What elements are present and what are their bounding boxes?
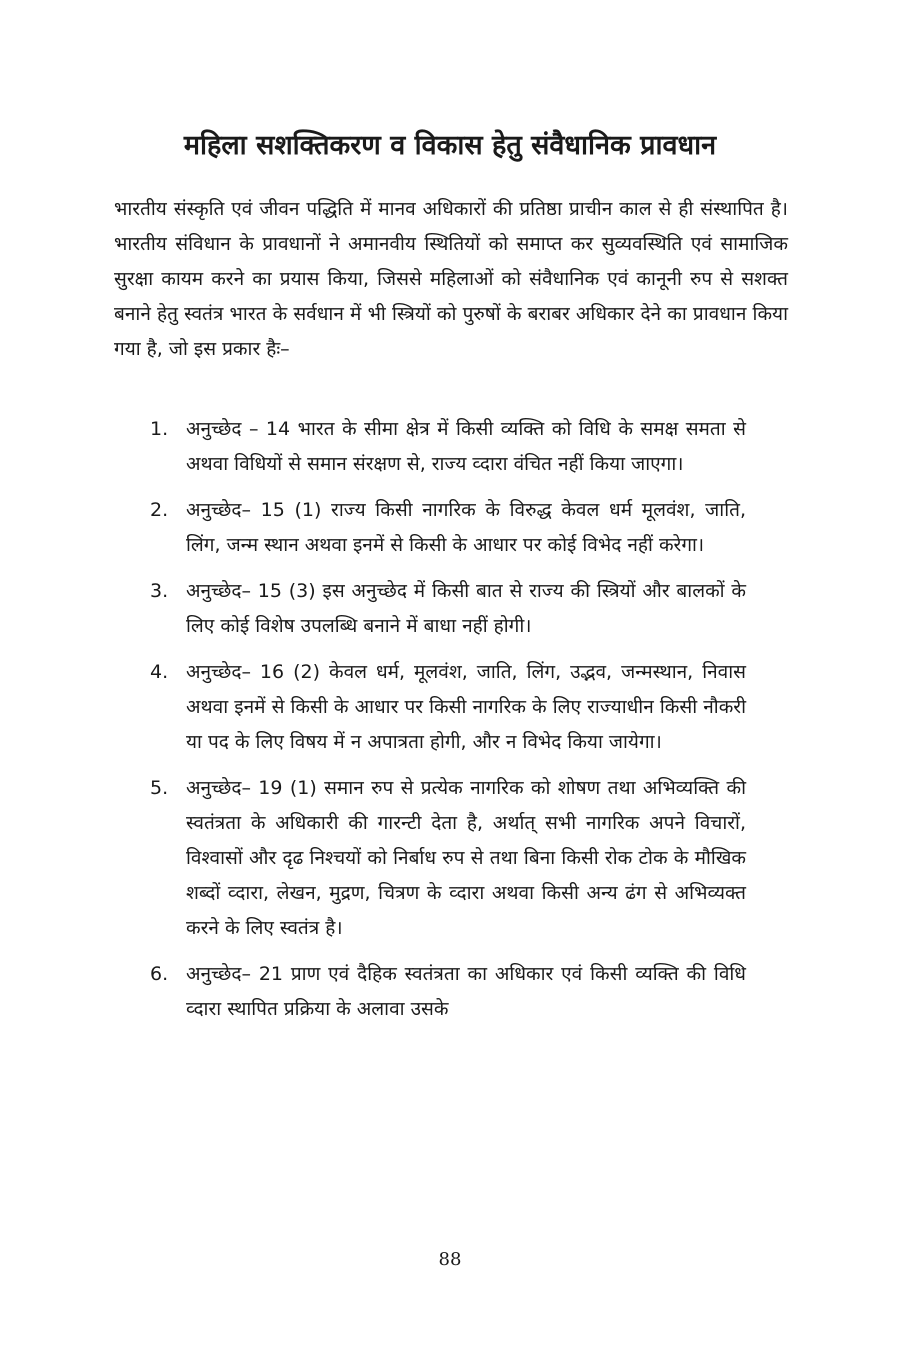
list-item bbox=[150, 412, 788, 482]
list-item-text: अनुच्छेद– 16 (2) केवल धर्म, मूलवंश, जाति, लिंग, उद्भव, जन्मस्थान, निवास अथवा इनमें से किसी के आधार पर किसी नागरिक के लिए राज्याधीन किसी नौकरी या पद के लिए विषय में न अपात्रता होगी, और न विभेद किया जायेगा। bbox=[186, 661, 746, 753]
list-item-text: अनुच्छेद– 15 (3) इस अनुच्छेद में किसी बात से राज्य की स्त्रियों और बालकों के लिए कोई विशेष उपलब्धि बनाने में बाधा नहीं होगी। bbox=[186, 580, 746, 637]
list-item bbox=[150, 957, 788, 1027]
list-item-number: 1. bbox=[150, 418, 169, 440]
list-item bbox=[150, 574, 788, 644]
page-number: 88 bbox=[438, 1249, 462, 1270]
list-item-number: 5. bbox=[150, 777, 169, 799]
list-item-number: 2. bbox=[150, 499, 169, 521]
list-item-text: अनुच्छेद– 21 प्राण एवं दैहिक स्वतंत्रता का अधिकार एवं किसी व्यक्ति की विधि व्दारा स्थापित प्रक्रिया के अलावा उसके bbox=[186, 963, 746, 1020]
list-item-text: अनुच्छेद – 14 भारत के सीमा क्षेत्र में किसी व्यक्ति को विधि के समक्ष समता से अथवा विधियों से समान संरक्षण से, राज्य व्दारा वंचित नहीं किया जाएगा। bbox=[186, 418, 746, 475]
list-item bbox=[150, 771, 788, 946]
list-item-number: 6. bbox=[150, 963, 169, 985]
list-item-number: 3. bbox=[150, 580, 169, 602]
list-item bbox=[150, 493, 788, 563]
list-item-number: 4. bbox=[150, 661, 169, 683]
list-item-text: अनुच्छेद– 15 (1) राज्य किसी नागरिक के विरुद्ध केवल धर्म मूलवंश, जाति, लिंग, जन्म स्थान अथवा इनमें से किसी के आधार पर कोई विभेद नहीं करेगा। bbox=[186, 499, 746, 556]
page-title: महिला सशक्तिकरण व विकास हेतु संवैधानिक प्रावधान bbox=[183, 130, 717, 161]
list-item-text: अनुच्छेद– 19 (1) समान रुप से प्रत्येक नागरिक को शोषण तथा अभिव्यक्ति की स्वतंत्रता के अधिकारी की गारन्टी देता है, अर्थात् सभी नागरिक अपने विचारों, विश्वासों और दृढ निश्चयों को निर्बाध रुप से तथा बिना किसी रोक टोक के मौखिक शब्दों व्दारा, लेखन, मुद्रण, चित्रण के व्दारा अथवा किसी अन्य ढंग से अभिव्यक्त करने के लिए स्वतंत्र है। bbox=[186, 777, 746, 939]
intro-paragraph: भारतीय संस्कृति एवं जीवन पद्धिति में मानव अधिकारों की प्रतिष्ठा प्राचीन काल से ही संस्थापित है। भारतीय संविधान के प्रावधानों ने अमानवीय स्थितियों को समाप्त कर सुव्यवस्थिति एवं सामाजिक सुरक्षा कायम करने का प्रयास किया, जिससे महिलाओं को संवैधानिक एवं कानूनी रुप से सशक्त बनाने हेतु स्वतंत्र भारत के सर्वधान में भी स्त्रियों को पुरुषों के बराबर अधिकार देने का प्रावधान किया गया है, जो इस प्रकार हैः– bbox=[114, 198, 788, 360]
provisions-list bbox=[150, 412, 788, 1027]
list-item bbox=[150, 655, 788, 760]
